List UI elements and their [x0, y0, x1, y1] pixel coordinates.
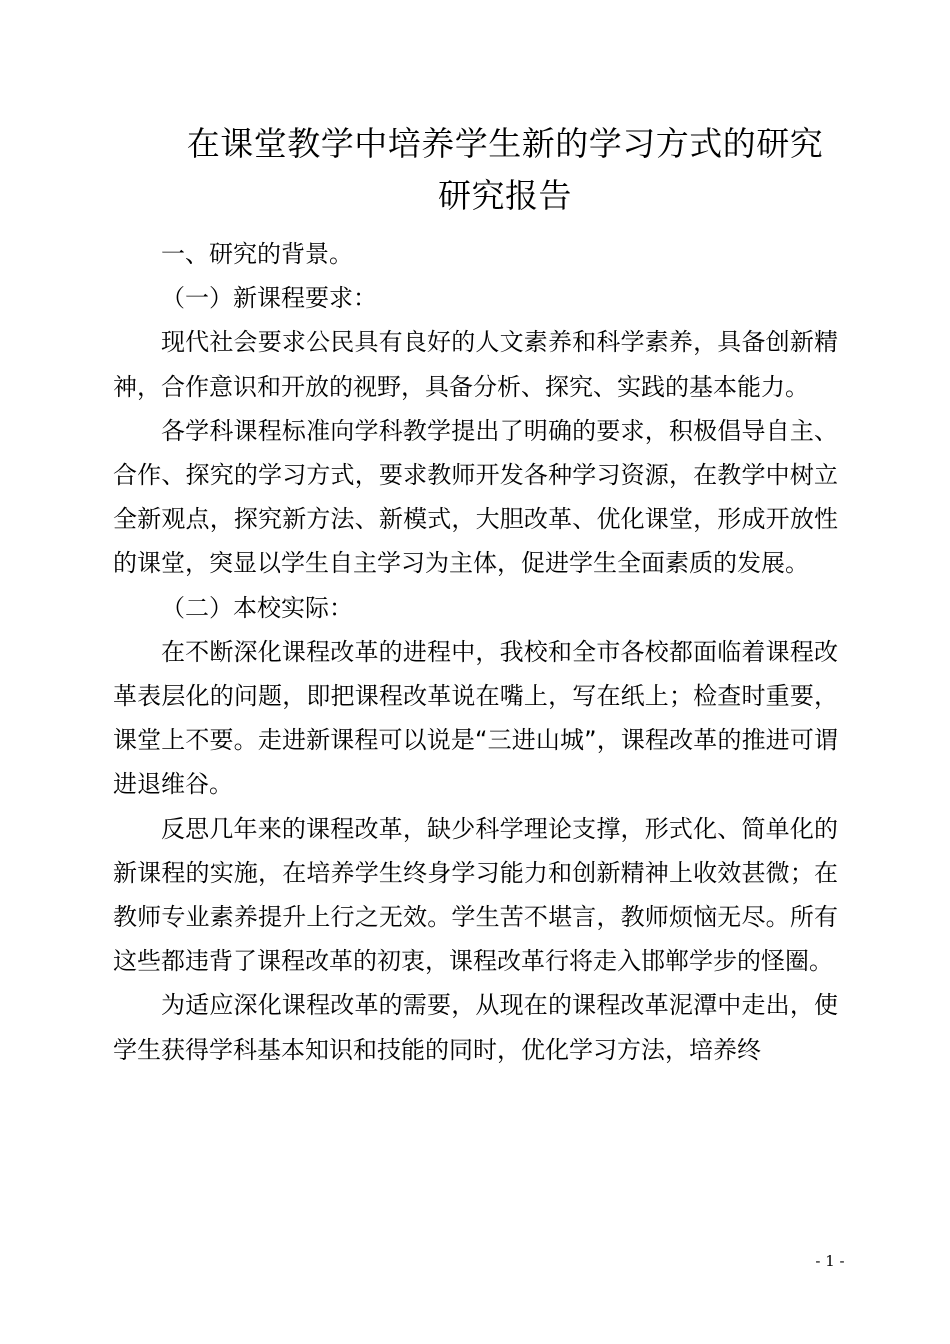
paragraph: 反思几年来的课程改革，缺少科学理论支撑，形式化、简单化的新课程的实施，在培养学生终身学习能力和创新精神上收效甚微；在教师专业素养提升上行之无效。学生苦不堪言，教师烦恼无尽。所有这些都违背了课程改革的初衷，课程改革行将走入邯郸学步的怪圈。 — [113, 814, 838, 976]
subsection-heading: （一）新课程要求： — [161, 284, 377, 313]
paragraph: 现代社会要求公民具有良好的人文素养和科学素养，具备创新精神，合作意识和开放的视野，具备分析、探究、实践的基本能力。 — [113, 328, 838, 401]
paragraph: 在不断深化课程改革的进程中，我校和全市各校都面临着课程改革表层化的问题，即把课程改革说在嘴上，写在纸上；检查时重要，课堂上不要。走进新课程可以说是“三进山城”，课程改革的推进可谓进退维谷。 — [113, 637, 838, 799]
subsection-heading: （二）本校实际： — [161, 593, 353, 622]
document-body — [113, 232, 838, 1072]
document-title: 在课堂教学中培养学生新的学习方式的研究 — [186, 124, 824, 163]
paragraph: 为适应深化课程改革的需要，从现在的课程改革泥潭中走出，使学生获得学科基本知识和技能的同时，优化学习方法，培养终 — [113, 991, 838, 1064]
document-subtitle: 研究报告 — [438, 176, 572, 215]
page-number: - 1 - — [815, 1252, 845, 1270]
paragraph: 各学科课程标准向学科教学提出了明确的要求，积极倡导自主、合作、探究的学习方式，要求教师开发各种学习资源，在教学中树立全新观点，探究新方法、新模式，大胆改革、优化课堂，形成开放性的课堂，突显以学生自主学习为主体，促进学生全面素质的发展。 — [113, 416, 838, 578]
section-heading: 一、研究的背景。 — [161, 240, 353, 268]
